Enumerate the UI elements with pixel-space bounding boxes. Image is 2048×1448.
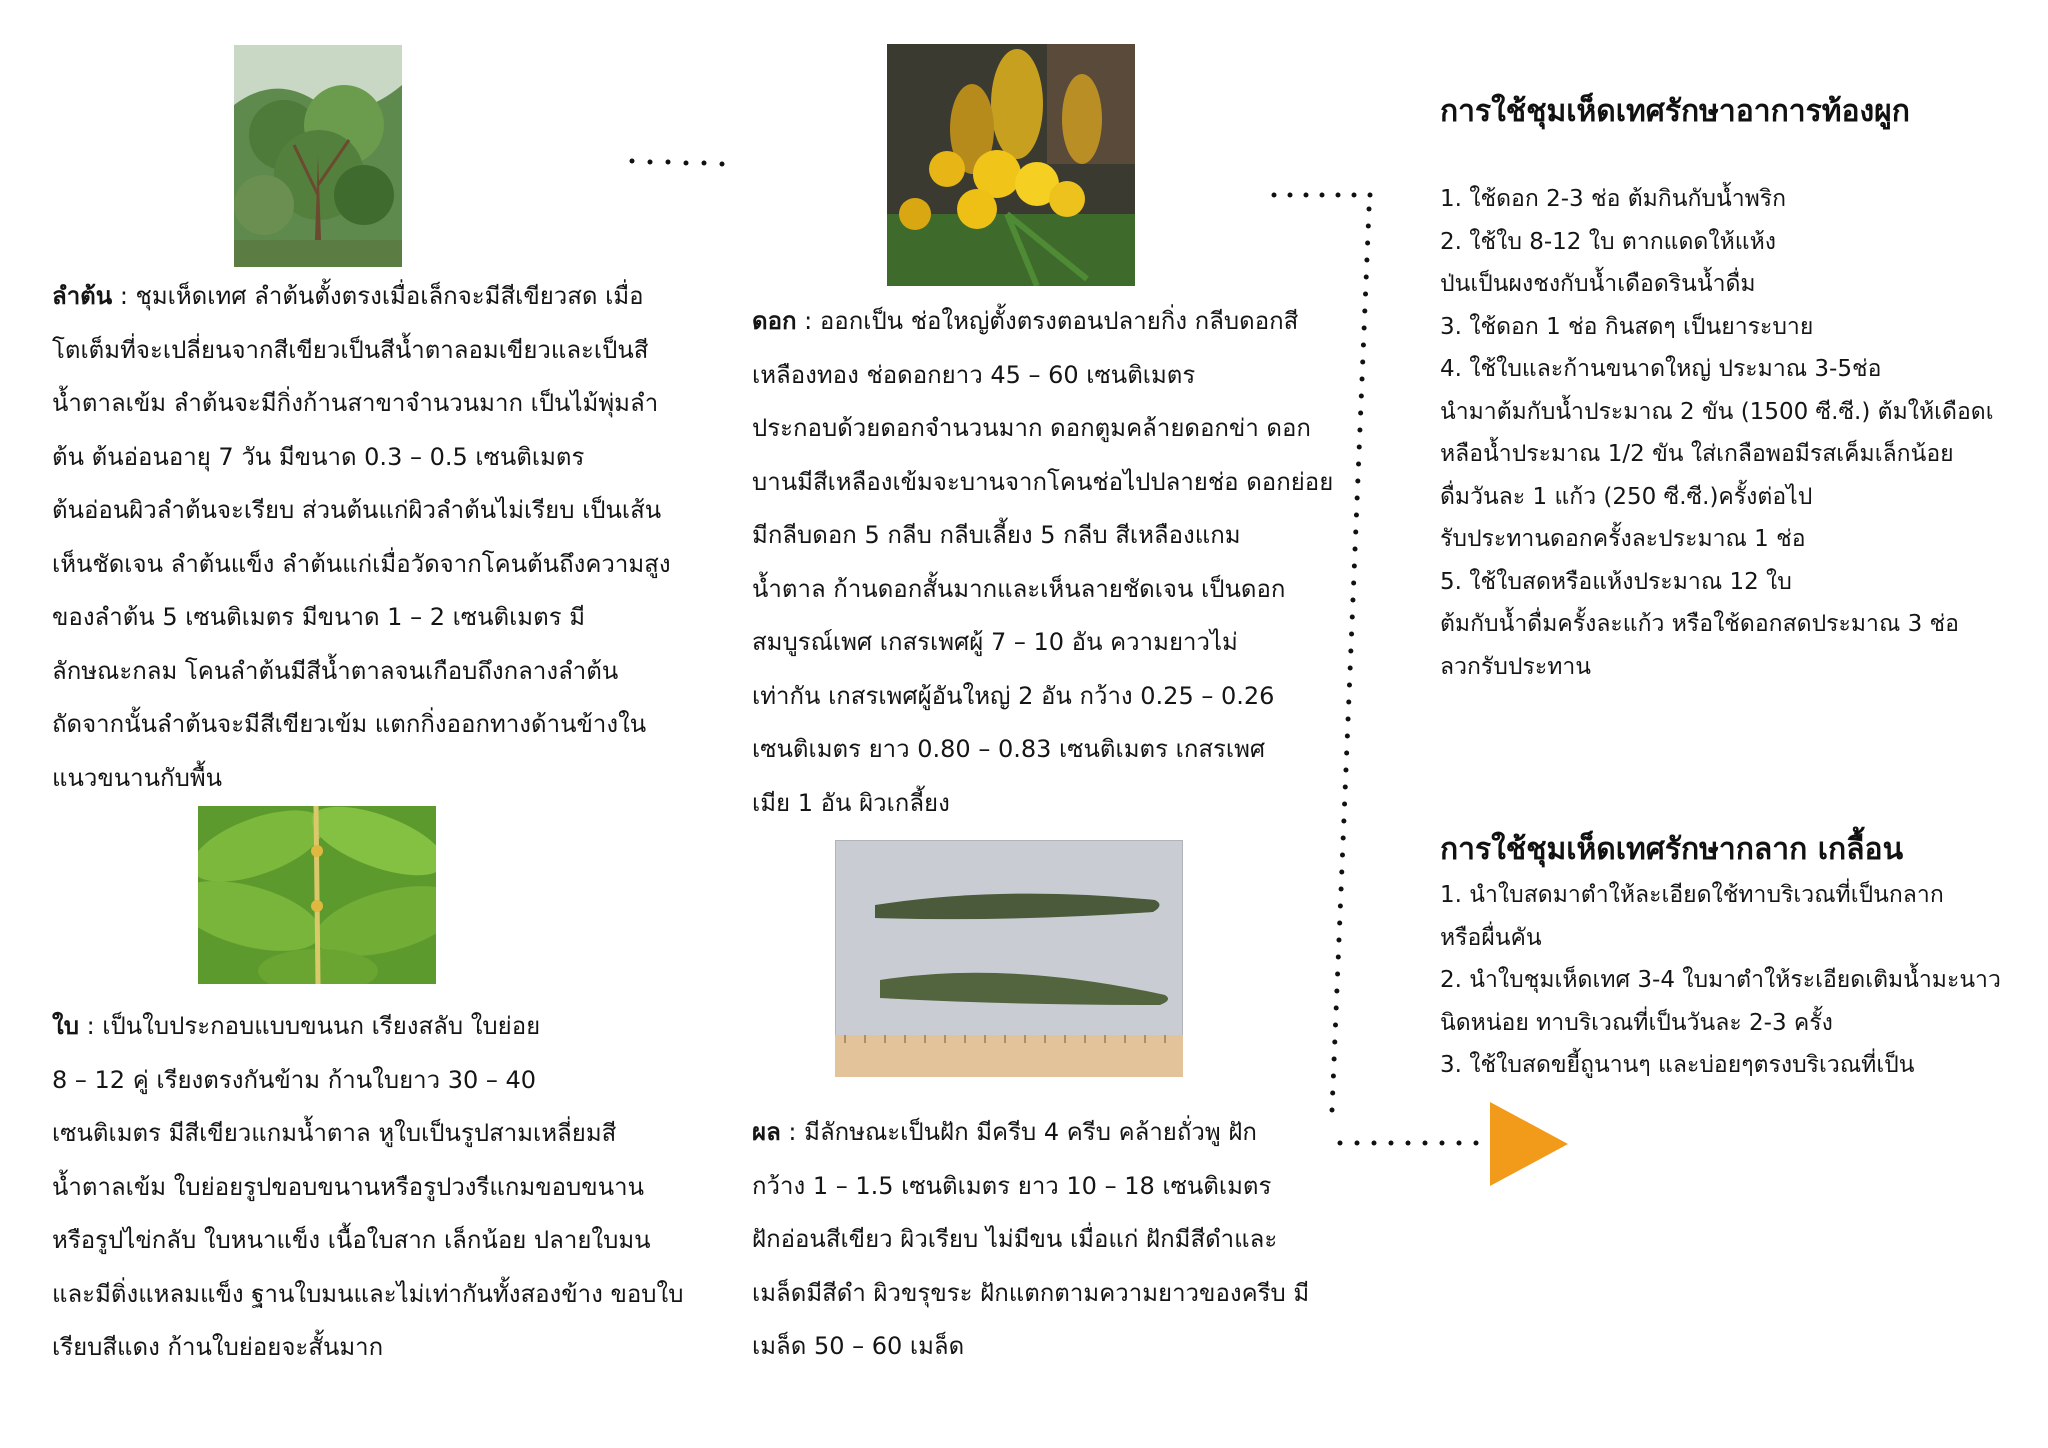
route-dot [1353, 530, 1358, 535]
flower-line: น้ำตาล ก้านดอกสั้นมากและเห็นลายชัดเจน เป็นดอก [752, 574, 1286, 603]
route-dot [1355, 1141, 1360, 1146]
constipation-line: 1. ใช้ดอก 2-3 ช่อ ต้มกินกับน้ำพริก [1440, 186, 1787, 212]
route-dot [1353, 547, 1358, 552]
fruit-label: ผล [752, 1118, 781, 1146]
route-dot [1345, 734, 1350, 739]
leaf-line: 8 – 12 คู่ เรียงตรงกันข้าม ก้านใบยาว 30 – 40 [52, 1065, 537, 1094]
route-dot [1320, 193, 1325, 198]
pod-photo [835, 840, 1183, 1077]
route-dot [1344, 751, 1349, 756]
route-dot [1366, 224, 1371, 229]
route-dot [1335, 972, 1340, 977]
route-dot [1352, 193, 1357, 198]
route-dot [1336, 193, 1341, 198]
route-dot [1357, 445, 1362, 450]
constipation-line: 4. ใช้ใบและก้านขนาดใหญ่ ประมาณ 3-5ช่อ [1440, 356, 1882, 382]
route-dot [1330, 1091, 1335, 1096]
leaf-line: และมีติ่งแหลมแข็ง ฐานใบมนและไม่เท่ากันทั้งสองข้าง ขอบใบ [52, 1279, 684, 1308]
ringworm-line: หรือผื่นคัน [1440, 924, 1542, 951]
route-dot [1339, 887, 1344, 892]
route-dot [1334, 1006, 1339, 1011]
route-dot [1332, 1057, 1337, 1062]
constipation-line: ต้มกับน้ำดื่มครั้งละแก้ว หรือใช้ดอกสดประมาณ 3 ช่อ [1440, 611, 1959, 637]
route-dot [1357, 428, 1362, 433]
flower-line: มีกลีบดอก 5 กลีบ กลีบเลี้ยง 5 กลีบ สีเหลืองแกม [752, 521, 1241, 549]
route-dot [1341, 819, 1346, 824]
route-dot [1474, 1141, 1479, 1146]
route-dot [1360, 377, 1365, 382]
flower-photo [887, 44, 1135, 286]
flower-line: เมีย 1 อัน ผิวเกลี้ยง [752, 788, 950, 817]
route-dot [1347, 683, 1352, 688]
route-dot [1349, 632, 1354, 637]
ringworm-line: 3. ใช้ใบสดขยี้ถูนานๆ และบ่อยๆตรงบริเวณที่เป็น [1440, 1052, 1915, 1078]
constipation-line: ลวกรับประทาน [1440, 653, 1591, 680]
route-dot [1339, 870, 1344, 875]
leaf-line: น้ำตาลเข้ม ใบย่อยรูปขอบขนานหรือรูปวงรีแกมขอบขนาน [52, 1172, 644, 1201]
flower-line-1: ดอก : ออกเป็น ช่อใหญ่ตั้งตรงตอนปลายกิ่ง กลีบดอกสี [752, 307, 1299, 335]
flower-line: ประกอบด้วยดอกจำนวนมาก ดอกตูมคล้ายดอกข่า ดอก [752, 414, 1311, 442]
route-dot [1351, 581, 1356, 586]
route-dot [1288, 193, 1293, 198]
flower-line: บานมีสีเหลืองเข้มจะบานจากโคนช่อไปปลายช่อ ดอกย่อย [752, 467, 1334, 496]
ringworm-title: การใช้ชุมเห็ดเทศรักษากลาก เกลื้อน [1440, 832, 1904, 867]
route-dot [1362, 309, 1367, 314]
pod-photo-icon [835, 840, 1183, 1077]
dots-icon [628, 155, 738, 167]
tree-photo [234, 45, 402, 267]
route-dot [1330, 1108, 1335, 1113]
route-dot [1304, 193, 1309, 198]
stem-label: ลำต้น [52, 282, 113, 310]
route-dot [1360, 360, 1365, 365]
route-dot [1440, 1141, 1445, 1146]
ringworm-list [1440, 874, 2001, 1087]
stem-line: โตเต็มที่จะเปลี่ยนจากสีเขียวเป็นสีน้ำตาลอมเขียวและเป็นสี [52, 335, 649, 364]
route-dot [1406, 1141, 1411, 1146]
route-dot [1362, 326, 1367, 331]
leaf-photo [198, 806, 436, 984]
fruit-line: เมล็ด 50 – 60 เมล็ด [752, 1332, 965, 1360]
constipation-line: รับประทานดอกครั้งละประมาณ 1 ช่อ [1440, 526, 1806, 552]
flower-line: เท่ากัน เกสรเพศผู้อันใหญ่ 2 อัน กว้าง 0.25 – 0.26 [752, 681, 1275, 710]
fruit-line: ฝักอ่อนสีเขียว ผิวเรียบ ไม่มีขน เมื่อแก่ ฝักมีสีดำและ [752, 1225, 1278, 1253]
route-dot [1348, 649, 1353, 654]
route-dot [1350, 598, 1355, 603]
route-dot [1368, 193, 1373, 198]
leaf-line: เซนติเมตร มีสีเขียวแกมน้ำตาล หูใบเป็นรูปสามเหลี่ยมสี [52, 1119, 617, 1147]
route-dot [1352, 564, 1357, 569]
route-dot [1457, 1141, 1462, 1146]
route-dot [1356, 462, 1361, 467]
ringworm-line: นิดหน่อย ทาบริเวณที่เป็นวันละ 2-3 ครั้ง [1440, 1009, 1833, 1036]
constipation-line: ป่นเป็นผงชงกับน้ำเดือดรินน้ำดื่ม [1440, 271, 1756, 297]
stem-line: ถัดจากนั้นลำต้นจะมีสีเขียวเข้ม แตกกิ่งออกทางด้านข้างใน [52, 710, 647, 738]
constipation-list [1440, 178, 1994, 688]
route-dot [1342, 802, 1347, 807]
flower-line: สมบูรณ์เพศ เกสรเพศผู้ 7 – 10 อัน ความยาวไม่ [752, 628, 1238, 656]
route-dot [1338, 1141, 1343, 1146]
route-dot [1334, 989, 1339, 994]
route-dot [1343, 785, 1348, 790]
play-arrow-icon [1488, 1100, 1572, 1188]
leaf-line: เรียบสีแดง ก้านใบย่อยจะสั้นมาก [52, 1333, 384, 1361]
route-dot [1363, 292, 1368, 297]
stem-line: ต้นอ่อนผิวลำต้นจะเรียบ ส่วนต้นแก่ผิวลำต้นไม่เรียบ เป็นเส้น [52, 496, 662, 524]
stem-line: เห็นชัดเจน ลำต้นแข็ง ลำต้นแก่เมื่อวัดจากโคนต้นถึงความสูง [52, 549, 671, 578]
flower-line: เหลืองทอง ช่อดอกยาว 45 – 60 เซนติเมตร [752, 360, 1196, 389]
route-dot [1343, 768, 1348, 773]
route-dot [1350, 615, 1355, 620]
leaf-label: ใบ [52, 1012, 79, 1040]
route-dot [1272, 193, 1277, 198]
flower-photo-icon [887, 44, 1135, 286]
constipation-line: ดื่มวันละ 1 แก้ว (250 ซี.ซี.)ครั้งต่อไป [1440, 483, 1813, 510]
route-dot [1336, 938, 1341, 943]
route-dot [1355, 496, 1360, 501]
fruit-line: กว้าง 1 – 1.5 เซนติเมตร ยาว 10 – 18 เซนติเมตร [752, 1171, 1272, 1200]
flower-label: ดอก [752, 307, 797, 335]
route-dot [1372, 1141, 1377, 1146]
route-dot [1340, 853, 1345, 858]
constipation-line: 5. ใช้ใบสดหรือแห้งประมาณ 12 ใบ [1440, 568, 1792, 595]
route-dot [1341, 836, 1346, 841]
stem-line: แนวขนานกับพื้น [52, 763, 223, 792]
leaf-line-1: ใบ : เป็นใบประกอบแบบขนนก เรียงสลับ ใบย่อย [52, 1012, 541, 1040]
constipation-line: 2. ใช้ใบ 8-12 ใบ ตากแดดให้แห้ง [1440, 228, 1776, 255]
route-dot [1359, 394, 1364, 399]
stem-description [52, 270, 671, 805]
route-dot [1423, 1141, 1428, 1146]
leaf-description [52, 1000, 684, 1375]
flower-description [752, 295, 1333, 830]
route-dot [1355, 479, 1360, 484]
route-dot [1337, 921, 1342, 926]
stem-line-1: ลำต้น : ชุมเห็ดเทศ ลำต้นตั้งตรงเมื่อเล็กจะมีสีเขียวสด เมื่อ [52, 282, 644, 310]
route-dot [1364, 258, 1369, 263]
tree-photo-icon [234, 45, 402, 267]
constipation-line: หลือน้ำประมาณ 1/2 ขัน ใส่เกลือพอมีรสเค็มเล็กน้อย [1440, 441, 1954, 467]
route-dot [1354, 513, 1359, 518]
constipation-title: การใช้ชุมเห็ดเทศรักษาอาการท้องผูก [1440, 94, 1910, 129]
route-dot [1348, 666, 1353, 671]
route-dot [1361, 343, 1366, 348]
stem-line: น้ำตาลเข้ม ลำต้นจะมีกิ่งก้านสาขาจำนวนมาก เป็นไม้พุ่มลำ [52, 389, 659, 417]
route-dot [1336, 955, 1341, 960]
route-dot [1389, 1141, 1394, 1146]
ringworm-line: 2. นำใบชุมเห็ดเทศ 3-4 ใบมาตำให้ระเอียดเติมน้ำมะนาว [1440, 967, 2001, 993]
route-dot [1358, 411, 1363, 416]
dotted-connector-top [628, 155, 738, 167]
route-dot [1364, 275, 1369, 280]
route-dot [1346, 700, 1351, 705]
stem-line: ต้น ต้นอ่อนอายุ 7 วัน มีขนาด 0.3 – 0.5 เซนติเมตร [52, 442, 585, 471]
constipation-line: 3. ใช้ดอก 1 ช่อ กินสดๆ เป็นยาระบาย [1440, 313, 1814, 340]
route-dot [1332, 1040, 1337, 1045]
route-dot [1346, 717, 1351, 722]
route-dot [1338, 904, 1343, 909]
constipation-line: นำมาต้มกับน้ำประมาณ 2 ขัน (1500 ซี.ซี.) ต้มให้เดือดเ [1440, 398, 1994, 425]
route-dot [1333, 1023, 1338, 1028]
fruit-line: เมล็ดมีสีดำ ผิวขรุขระ ฝักแตกตามความยาวของครีบ มี [752, 1278, 1310, 1307]
leaf-photo-icon [198, 806, 436, 984]
ringworm-line: 1. นำใบสดมาตำให้ละเอียดใช้ทาบริเวณที่เป็นกลาก [1440, 882, 1944, 908]
route-dot [1331, 1074, 1336, 1079]
route-dot [1367, 207, 1372, 212]
leaf-line: หรือรูปไข่กลับ ใบหนาแข็ง เนื้อใบสาก เล็กน้อย ปลายใบมน [52, 1226, 651, 1254]
fruit-description [752, 1106, 1309, 1374]
fruit-line-1: ผล : มีลักษณะเป็นฝัก มีครีบ 4 ครีบ คล้ายถั่วพู ฝัก [752, 1118, 1257, 1146]
flower-line: เซนติเมตร ยาว 0.80 – 0.83 เซนติเมตร เกสรเพศ [752, 735, 1266, 763]
route-dot [1365, 241, 1370, 246]
orange-arrow [1488, 1100, 1572, 1188]
stem-line: ลักษณะกลม โคนลำต้นมีสีน้ำตาลจนเกือบถึงกลางลำต้น [52, 656, 619, 685]
stem-line: ของลำต้น 5 เซนติเมตร มีขนาด 1 – 2 เซนติเมตร มี [52, 603, 586, 631]
